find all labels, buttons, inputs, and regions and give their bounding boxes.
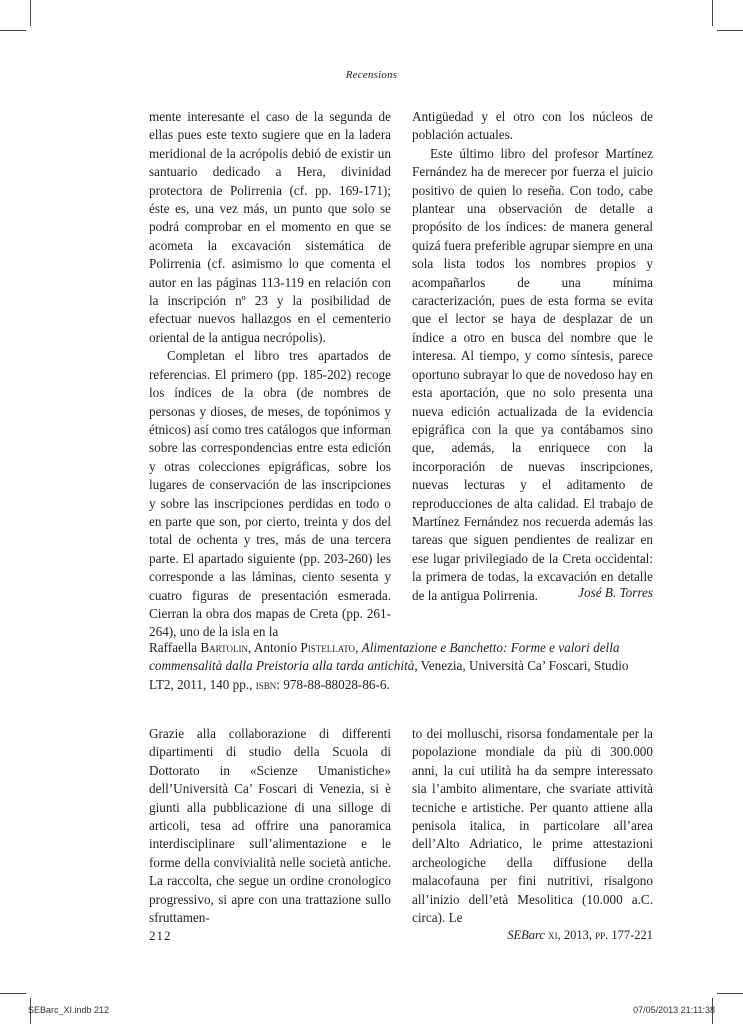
print-slug-file: SEBarc_XI.indb 212 (28, 1005, 110, 1015)
paragraph: to dei molluschi, risorsa fondamentale per la popolazione mondiale da più di 300.000 anni, la cui utilità ha da sempre interessato sia l’ambito alimentare, che svariate attività tecniche e artistiche. Per quanto attiene alla penisola italica, in particolare all’area dell’Alto Adriatico, le prime attestazioni archeologiche della diffusione della malacofauna per fini nutritivi, risalgono all’inizio dell’età Mesolitica (10.000 a.C. circa). Le (412, 726, 653, 926)
bibliographic-entry (149, 639, 654, 694)
paragraph: Completan el libro tres apartados de referencias. El primero (pp. 185-202) recoge los índices de la obra (de nombres de personas y dioses, de meses, de topónimos y étnicos) así como tres catálogos que informan sobre las correspondencias entre esta edición y otras colecciones epigráficas, sobre los lugares de conservación de las inscripciones y sobre las inscripciones perdidas en todo o en parte que son, por cierto, treinta y dos del total de ochenta y tres, más de una tercera parte. El apartado siguiente (pp. 203-260) les corresponde a las láminas, ciento sesenta y cuatro figuras de presentación esmerada. Cierran la obra dos mapas de Creta (pp. 261-264), uno de la isla en la (149, 348, 391, 640)
running-head: Recensions (345, 69, 398, 81)
author-last-name: Pistellato (300, 640, 356, 655)
review-column-right (412, 108, 653, 605)
publication-details: , Venezia, Università Ca’ Foscari, Studio LT2, 2011, 140 pp., (149, 658, 629, 692)
reviewer-signature: José B. Torres (578, 585, 653, 600)
crop-mark (717, 30, 743, 31)
author-first-name: Raffaella (149, 640, 201, 655)
journal-volume-pages: xi, 2013, pp. 177-221 (544, 928, 653, 942)
review-column-right (412, 725, 653, 927)
crop-mark (717, 993, 743, 994)
paragraph: Este último libro del profesor Martínez Fernández ha de merecer por fuerza el juicio positivo de quien lo reseña. Con todo, cabe plantear una observación de detalle a propósito de los índices: de manera general quizá fuera preferible agrupar siempre en una sola lista todos los nombres propios y acompañarlos de una mínima caracterización, pues de esta forma se evita que el lector se haya de desplazar de un índice a otro en busca del nombre que le interesa. Al tiempo, y como síntesis, parece oportuno subrayar lo que de novedoso hay en esta aportación, que no solo presenta una nueva edición actualizada de la evidencia epigráfica con la que ya contábamos sino que, además, la enriquece con la incorporación de nuevas inscripciones, nuevas lecturas y el aditamento de reproducciones de alta calidad. El trabajo de Martínez Fernández nos recuerda además las tareas que siguen pendientes de realizar en ese lugar privilegiado de la Creta occidental: la primera de todas, la excavación en detalle de la antigua Polirrenia. (412, 145, 653, 603)
author-last-name: Bartolin (200, 640, 248, 655)
isbn-label: isbn (255, 676, 277, 692)
separator: , (247, 640, 254, 655)
page-number: 212 (149, 928, 172, 943)
paragraph: mente interesante el caso de la segunda de ellas pues este texto sugiere que en la ladera meridional de la acrópolis debió de existir un santuario dedicado a Hera, divinidad protectora de Polirrenia (cf. pp. 169-171); éste es, una vez más, un punto que solo se podrá comprobar en el momento en que se acometa la excavación sistemática de Polirrenia (cf. asimismo lo que comenta el autor en las páginas 113-119 en relación con la inscripción nº 23 y la posibilidad de efectuar nuevos hallazgos en el cementerio oriental de la antigua necrópolis). (149, 109, 391, 345)
crop-mark (0, 993, 26, 994)
review-column-left (149, 108, 391, 642)
separator: , (355, 640, 362, 655)
paragraph: Grazie alla collaborazione di differenti dipartimenti di studio della Scuola di Dottorato in «Scienze Umanistiche» dell’Università Ca’ Foscari di Venezia, si è giunti alla pubblicazione di una silloge di articoli, tesa ad offrire una panoramica interdisciplinare sull’alimentazione e le forme della convivialità nelle società antiche. La raccolta, che segue un ordine cronologico progressivo, si apre con una trattazione sullo sfruttamen- (149, 726, 391, 926)
isbn-value: : 978-88-88028-86-6. (276, 676, 390, 692)
crop-mark (0, 30, 26, 31)
journal-reference (507, 928, 653, 943)
book-title: Alimentazione e Banchetto: Forme e valori della commensalità dalla Preistoria alla tarda antichità (149, 640, 620, 674)
print-slug-date: 07/05/2013 21:11:38 (633, 1005, 715, 1015)
journal-name: SEBarc (507, 928, 545, 942)
review-column-left (149, 725, 391, 927)
paragraph: Antigüedad y el otro con los núcleos de población actuales. (412, 109, 653, 143)
crop-mark (30, 0, 31, 26)
crop-mark (712, 0, 713, 26)
author-first-name: Antonio (253, 640, 301, 655)
